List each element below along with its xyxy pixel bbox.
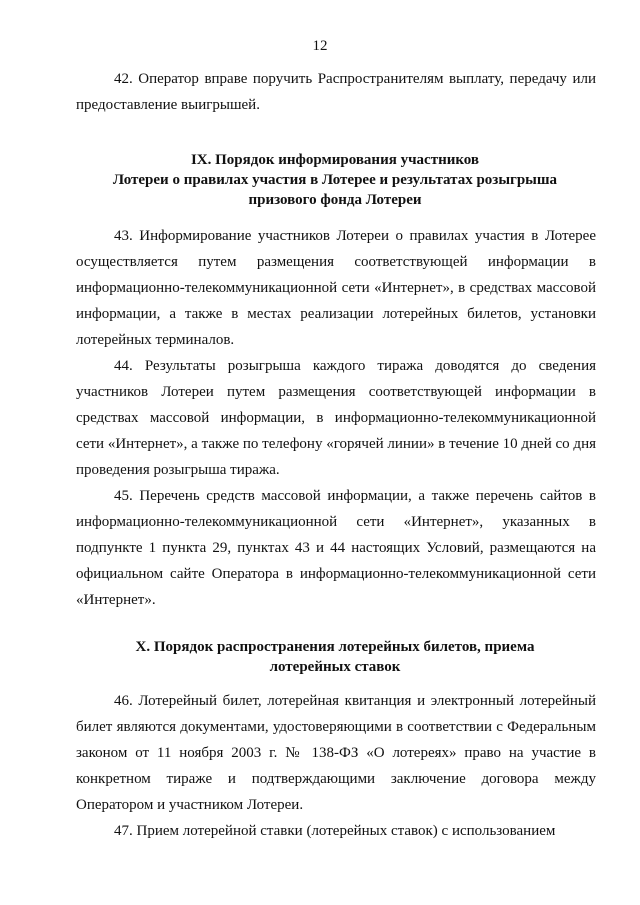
section-heading-x-line-2: лотерейных ставок	[269, 659, 401, 675]
page-number: 12	[312, 38, 328, 54]
paragraph-46: 46. Лотерейный билет, лотерейная квитанция и электронный лотерейный билет являются документами, удостоверяющими в соответствии с Федеральным законом от 11 ноября 2003 г. № 138-ФЗ «О лотереях» право на участие в конкретном тираже и подтверждающими заключение договора между Оператором и участником Лотереи.	[76, 693, 596, 813]
paragraph-47: 47. Прием лотерейной ставки (лотерейных ставок) с использованием	[114, 823, 556, 839]
paragraph-45: 45. Перечень средств массовой информации, а также перечень сайтов в информационно-телекоммуникационной сети «Интернет», указанных в подпункте 1 пункта 29, пунктах 43 и 44 настоящих Условий, размещаются на официальном сайте Оператора в информационно-телекоммуникационной сети «Интернет».	[76, 488, 596, 608]
section-heading-x-line-1: X. Порядок распространения лотерейных билетов, приема	[135, 639, 535, 655]
paragraph-42: 42. Оператор вправе поручить Распространителям выплату, передачу или предоставление выигрышей.	[76, 71, 596, 113]
section-heading-ix-line-1: IX. Порядок информирования участников	[190, 152, 480, 168]
section-heading-x	[60, 637, 610, 677]
section-heading-ix	[60, 150, 610, 210]
section-heading-ix-line-3: призового фонда Лотереи	[248, 192, 422, 208]
paragraph-43: 43. Информирование участников Лотереи о правилах участия в Лотерее осуществляется путем размещения соответствующей информации в информационно-телекоммуникационной сети «Интернет», в средствах массовой информации, а также в местах реализации лотерейных билетов, установки лотерейных терминалов.	[76, 228, 596, 348]
paragraph-44: 44. Результаты розыгрыша каждого тиража доводятся до сведения участников Лотереи путем размещения соответствующей информации в средствах массовой информации, в информационно-телекоммуникационной сети «Интернет», а также по телефону «горячей линии» в течение 10 дней со дня проведения розыгрыша тиража.	[76, 358, 596, 478]
section-heading-ix-line-2: Лотереи о правилах участия в Лотерее и результатах розыгрыша	[112, 172, 558, 188]
